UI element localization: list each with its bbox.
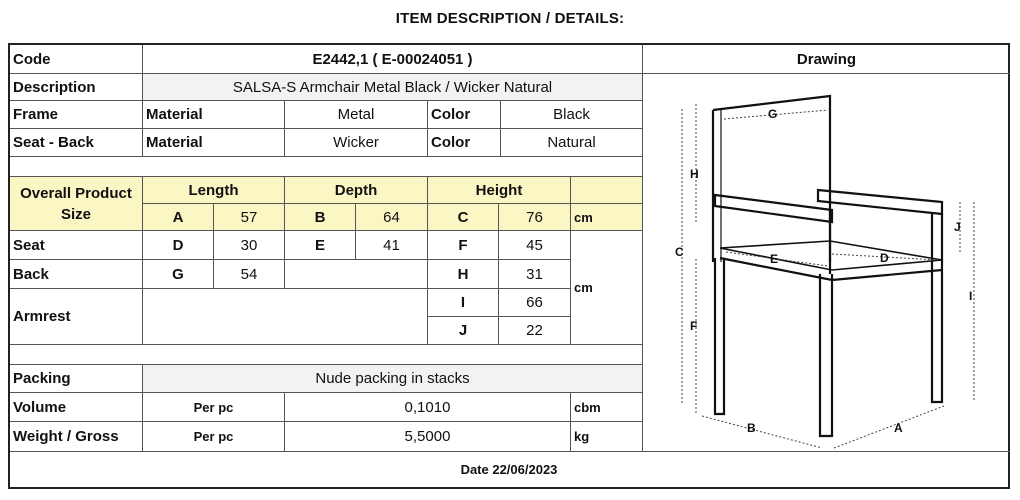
frame-label: Frame [10,101,143,129]
dim-label-h: H [690,167,699,181]
armrest-i-value: 66 [499,289,571,317]
armrest-i-letter: I [428,289,499,317]
weight-label: Weight / Gross [10,422,143,452]
page-title: ITEM DESCRIPTION / DETAILS: [395,10,625,27]
frame-color-label: Color [428,101,501,129]
depth-header: Depth [285,177,428,204]
armrest-label: Armrest [10,289,143,345]
unit-header-blank [571,177,643,204]
drawing-header: Drawing [643,45,1010,74]
armrest-blank [143,289,428,345]
packing-label: Packing [10,365,143,393]
dim-label-i: I [969,289,973,303]
back-h-value: 31 [499,260,571,289]
seat-f-value: 45 [499,231,571,260]
seat-label: Seat [10,231,143,260]
overall-unit: cm [571,204,643,231]
spacer-row-2 [10,345,643,365]
back-h-letter: H [428,260,499,289]
volume-per: Per pc [143,393,285,422]
seat-d-letter: D [143,231,214,260]
weight-unit: kg [571,422,643,452]
dim-label-g: G [768,107,778,121]
date: Date 22/06/2023 [460,462,558,477]
frame-material: Metal [285,101,428,129]
weight-value: 5,5000 [285,422,571,452]
dim-label-b: B [747,421,756,435]
packing-value: Nude packing in stacks [143,365,643,393]
dim-label-d: D [880,251,889,265]
dims-unit: cm [571,231,643,345]
seat-back-material: Wicker [285,129,428,157]
seat-f-letter: F [428,231,499,260]
back-blank [285,260,428,289]
height-letter: C [428,204,499,231]
length-header: Length [143,177,285,204]
chair-drawing [642,74,1008,452]
seat-back-material-label: Material [143,129,285,157]
seat-back-label: Seat - Back [10,129,143,157]
dim-label-c: C [675,245,684,259]
back-g-value: 54 [214,260,285,289]
frame-material-label: Material [143,101,285,129]
frame-color: Black [501,101,643,129]
dim-label-a: A [894,421,903,435]
dim-label-f: F [690,319,698,333]
weight-per: Per pc [143,422,285,452]
back-g-letter: G [143,260,214,289]
volume-value: 0,1010 [285,393,571,422]
volume-label: Volume [10,393,143,422]
seat-d-value: 30 [214,231,285,260]
volume-unit: cbm [571,393,643,422]
description-value: SALSA-S Armchair Metal Black / Wicker Natural [143,74,643,101]
length-value: 57 [214,204,285,231]
seat-back-color-label: Color [428,129,501,157]
depth-value: 64 [356,204,428,231]
height-header: Height [428,177,571,204]
armrest-j-value: 22 [499,317,571,345]
spacer-row [10,157,643,177]
length-letter: A [143,204,214,231]
armrest-j-letter: J [428,317,499,345]
overall-size-label: Overall Product Size [10,177,143,231]
description-label: Description [10,74,143,101]
back-label: Back [10,260,143,289]
code-value: E2442,1 ( E-00024051 ) [143,45,643,74]
dim-label-j: J [954,220,961,234]
height-value: 76 [499,204,571,231]
seat-e-letter: E [285,231,356,260]
seat-back-color: Natural [501,129,643,157]
seat-e-value: 41 [356,231,428,260]
code-label: Code [10,45,143,74]
dim-label-e: E [770,252,779,266]
depth-letter: B [285,204,356,231]
